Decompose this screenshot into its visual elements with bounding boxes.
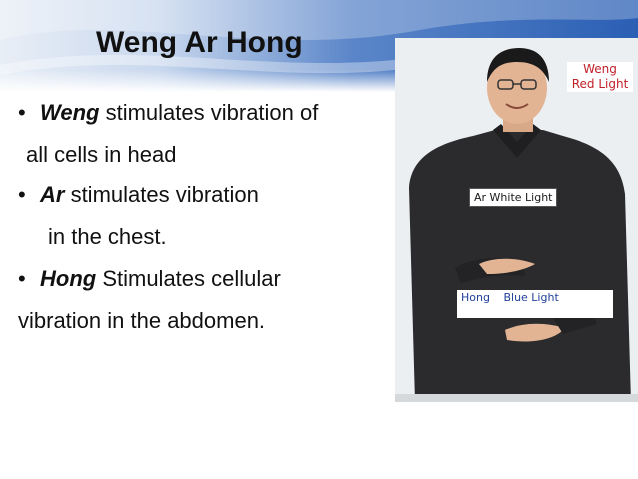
- ar-white-light-label: Ar White Light: [469, 188, 557, 207]
- bullet-keyword-hong: Hong: [40, 266, 97, 291]
- bullet-keyword-ar: Ar: [40, 182, 65, 207]
- weng-label-line1: Weng: [583, 62, 617, 76]
- bullet-continuation: in the chest.: [48, 224, 167, 249]
- hong-blue-light-label: [457, 290, 613, 318]
- weng-label-line2: Red Light: [571, 77, 629, 91]
- bullet-continuation: all cells in head: [26, 142, 177, 167]
- bullet-dot: •: [18, 182, 26, 207]
- bullet-item-hong: [18, 266, 281, 292]
- bullet-continuation: vibration in the abdomen.: [18, 308, 266, 333]
- demonstration-photo: [395, 38, 638, 402]
- bullet-item-ar: [18, 182, 259, 208]
- bullet-text: stimulates vibration of: [99, 100, 319, 125]
- man-illustration: [395, 38, 638, 402]
- bullet-text: Stimulates cellular: [96, 266, 281, 291]
- bullet-item-weng: [18, 100, 318, 126]
- bullet-dot: •: [18, 100, 26, 125]
- bullet-text: stimulates vibration: [64, 182, 259, 207]
- slide-title: Weng Ar Hong: [96, 26, 303, 59]
- weng-red-light-label: [567, 62, 633, 92]
- hong-label-name: Hong: [461, 291, 490, 304]
- bullet-dot: •: [18, 266, 26, 291]
- bullet-keyword-weng: Weng: [40, 100, 100, 125]
- hong-label-light: Blue Light: [503, 291, 559, 304]
